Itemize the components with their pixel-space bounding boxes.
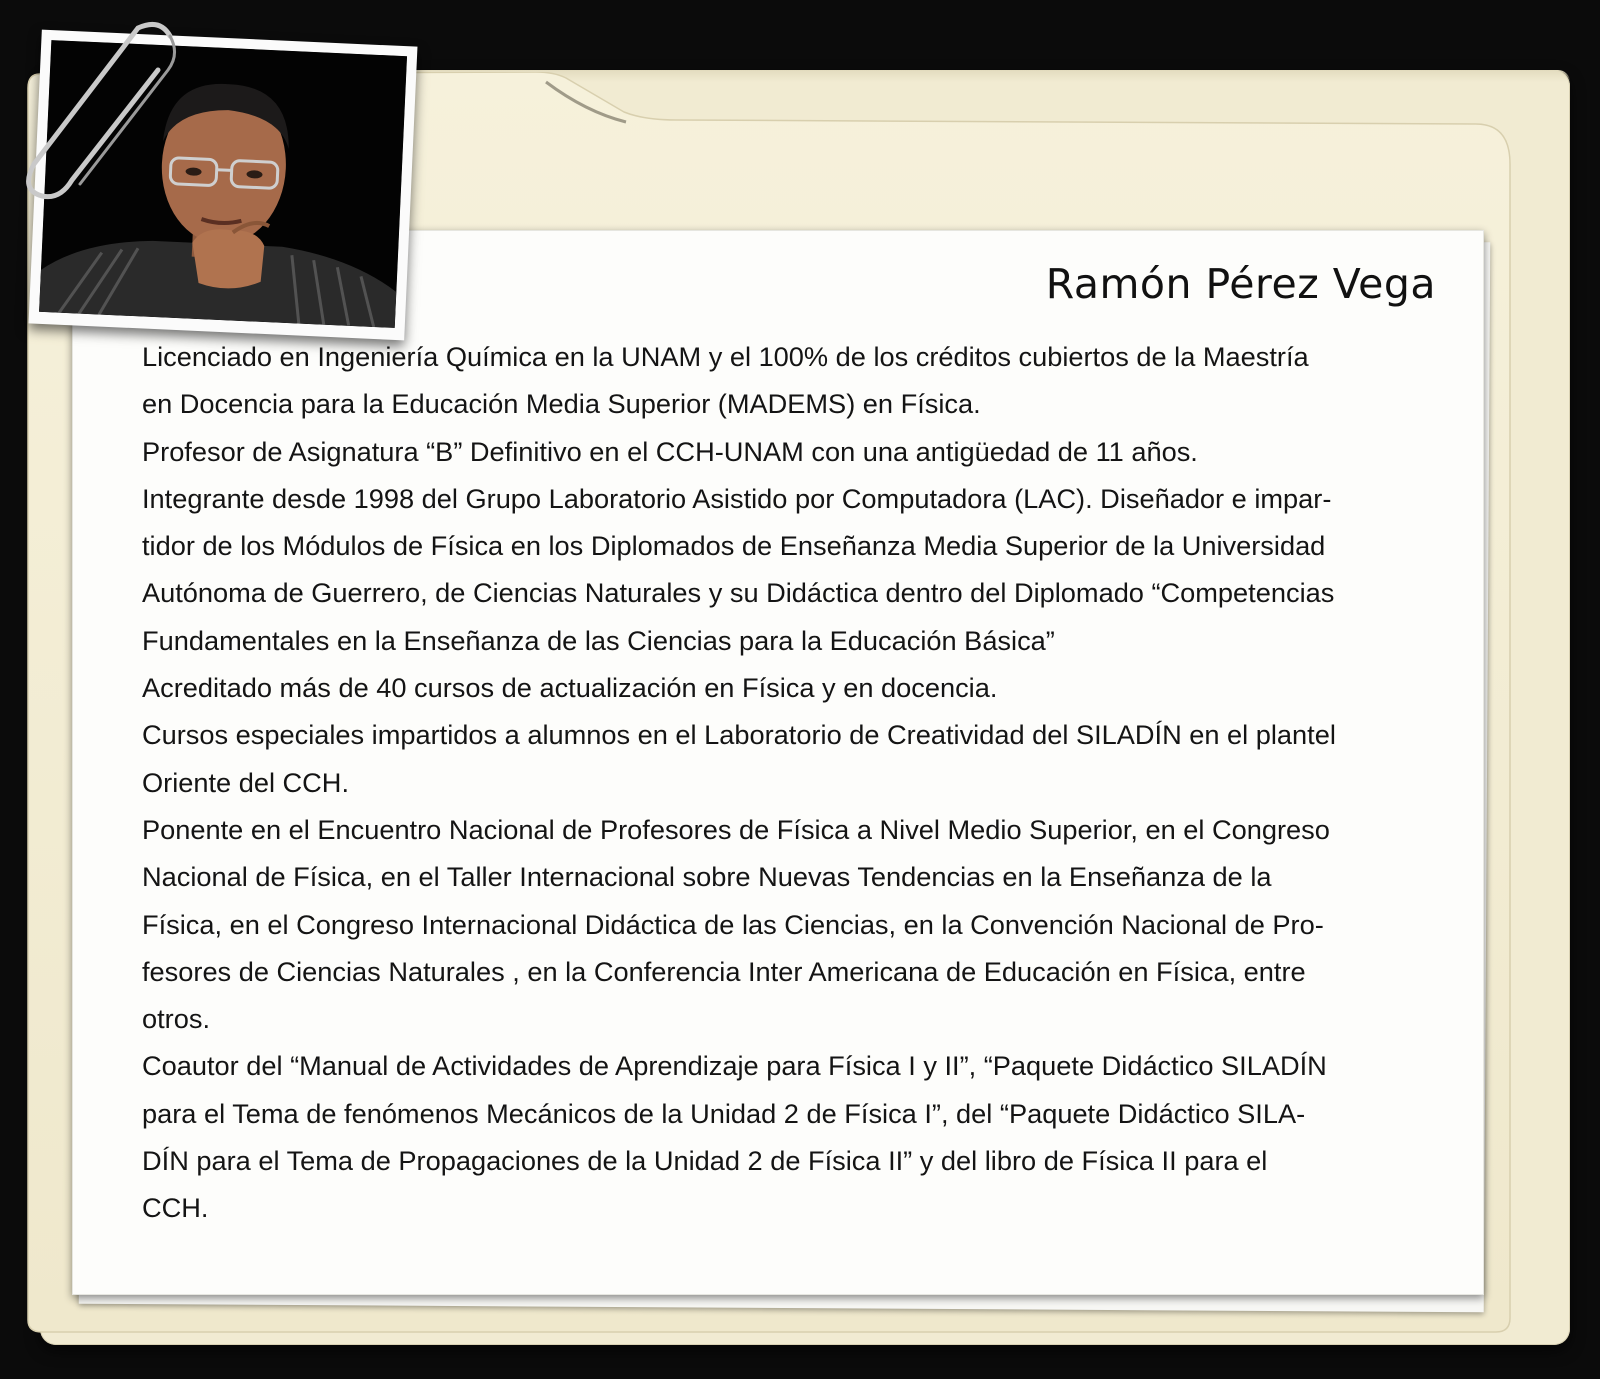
bio-line: Oriente del CCH. bbox=[142, 766, 349, 798]
bio-line: Física, en el Congreso Internacional Didáctica de las Ciencias, en la Convención Nacional de Pro- bbox=[142, 908, 1324, 940]
bio-line: Cursos especiales impartidos a alumnos en el Laboratorio de Creatividad del SILADÍN en el plantel bbox=[142, 719, 1336, 751]
bio-line: Autónoma de Guerrero, de Ciencias Naturales y su Didáctica dentro del Diplomado “Competencias bbox=[142, 577, 1335, 609]
bio-line: Profesor de Asignatura “B” Definitivo en el CCH-UNAM con una antigüedad de 11 años. bbox=[142, 435, 1198, 467]
bio-line: Integrante desde 1998 del Grupo Laboratorio Asistido por Computadora (LAC). Diseñador e impar- bbox=[142, 482, 1332, 514]
bio-line: Nacional de Física, en el Taller Internacional sobre Nuevas Tendencias en la Enseñanza de la bbox=[142, 861, 1272, 893]
profile-name: Ramón Pérez Vega bbox=[1045, 260, 1436, 308]
bio-line: Ponente en el Encuentro Nacional de Profesores de Física a Nivel Medio Superior, en el Congreso bbox=[142, 813, 1330, 845]
bio-line: para el Tema de fenómenos Mecánicos de la Unidad 2 de Física I”, del “Paquete Didáctico SILA- bbox=[142, 1097, 1306, 1129]
bio-line: fesores de Ciencias Naturales , en la Conferencia Inter Americana de Educación en Física, entre bbox=[142, 955, 1306, 987]
bio-line: otros. bbox=[142, 1003, 210, 1035]
bio-line: Licenciado en Ingeniería Química en la UNAM y el 100% de los créditos cubiertos de la Maestría bbox=[142, 341, 1309, 372]
bio-line: Coautor del “Manual de Actividades de Aprendizaje para Física I y II”, “Paquete Didáctico SILADÍN bbox=[142, 1050, 1327, 1082]
bio-line: Fundamentales en la Enseñanza de las Ciencias para la Educación Básica” bbox=[142, 624, 1055, 656]
bio-text bbox=[142, 333, 1442, 1232]
bio-paper bbox=[72, 230, 1484, 1295]
paperclip-icon bbox=[20, 14, 200, 204]
bio-line: tidor de los Módulos de Física en los Diplomados de Enseñanza Media Superior de la Universidad bbox=[142, 530, 1326, 562]
bio-line: Acreditado más de 40 cursos de actualización en Física y en docencia. bbox=[142, 672, 998, 704]
bio-line: en Docencia para la Educación Media Superior (MADEMS) en Física. bbox=[142, 388, 981, 420]
bio-line: CCH. bbox=[142, 1192, 209, 1224]
bio-line: DÍN para el Tema de Propagaciones de la Unidad 2 de Física II” y del libro de Física II para el bbox=[142, 1145, 1268, 1177]
